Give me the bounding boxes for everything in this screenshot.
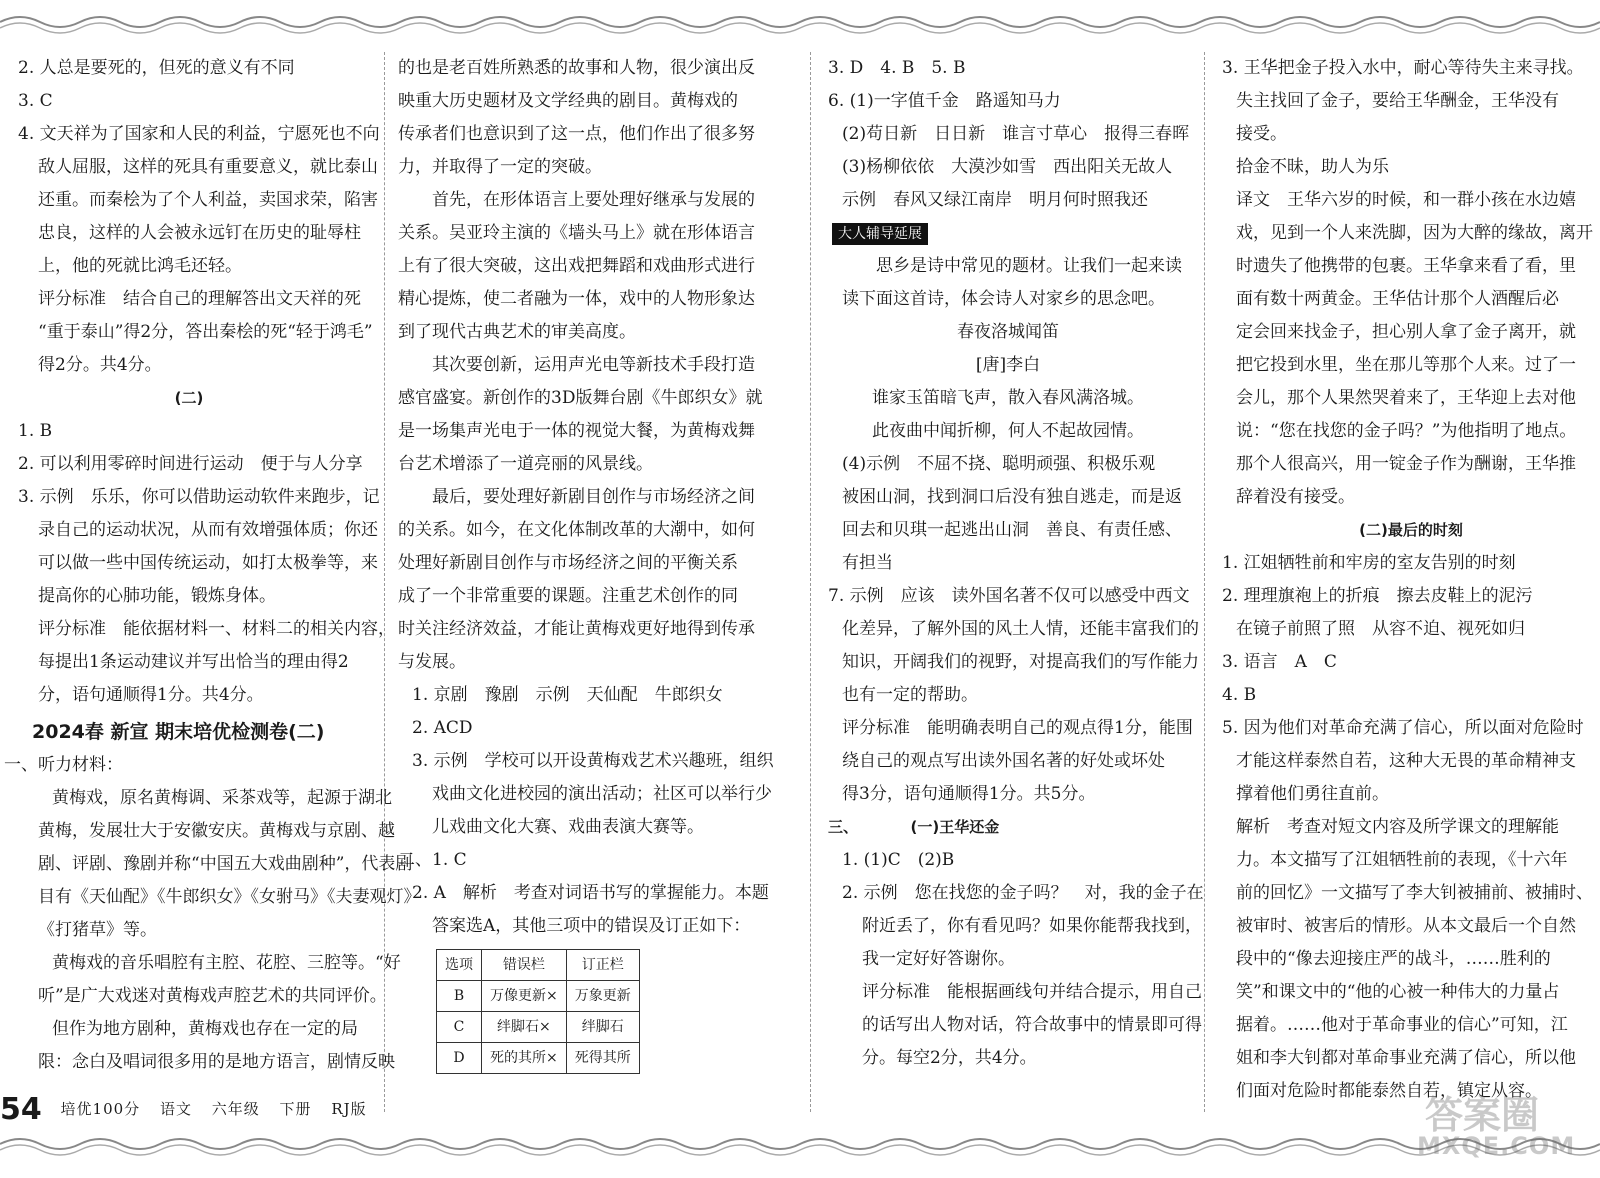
column-divider (1204, 52, 1205, 1112)
listening-line: 成了一个非常重要的课题。注重艺术创作的同 (398, 586, 738, 606)
translation-line: 戏，见到一个人来洗脚，因为大醉的缘故，离开 (1236, 223, 1593, 243)
answer-line: 忠良，这样的人会被永远钉在历史的耻辱柱 (38, 223, 361, 243)
table-cell: D (437, 1043, 482, 1074)
listening-line: 到了现代古典艺术的审美高度。 (398, 322, 636, 342)
answer-line: 6. (1)一字值千金 路遥知马力 (828, 91, 1061, 111)
listening-line: 的也是老百姓所熟悉的故事和人物，很少演出反 (398, 58, 755, 78)
scoring-line: 评分标准 能依据材料一、材料二的相关内容， (38, 619, 395, 639)
watermark-text: 答案圈 (1425, 1093, 1540, 1137)
table-row (437, 981, 640, 1012)
answer-line: 拾金不昧，助人为乐 (1236, 157, 1389, 177)
table-cell: 死得其所 (566, 1043, 639, 1074)
answer-line: 答案选A，其他三项中的错误及订正如下： (432, 916, 751, 936)
watermark-url: MXQE.COM (1417, 1132, 1576, 1160)
listening-line: 时关注经济效益，才能让黄梅戏更好地得到传承 (398, 619, 755, 639)
volume: 下册 (279, 1099, 312, 1118)
table-cell: B (437, 981, 482, 1012)
grade: 六年级 (211, 1099, 260, 1118)
analysis-line: 笑”和课文中的“他的心被一种伟大的力量占 (1236, 982, 1560, 1002)
answer-line: (2)苟日新 日日新 谁言寸草心 报得三春晖 (842, 124, 1190, 144)
translation-line: 时遗失了他携带的包裹。王华拿来看了看，里 (1236, 256, 1576, 276)
section-heading: (二)最后的时刻 (1359, 521, 1463, 539)
answer-line: 4. 文天祥为了国家和人民的利益，宁愿死也不向 (18, 124, 380, 144)
analysis-line: 前的回忆》一文描写了李大钊被捕前、被捕时、 (1236, 883, 1593, 903)
scoring-line: 评分标准 结合自己的理解答出文天祥的死 (38, 289, 361, 309)
section-heading: (二) (174, 389, 204, 407)
analysis-line: 被审时、被害后的情形。从本文最后一个自然 (1236, 916, 1576, 936)
listening-line: 精心提炼，使二者融为一体，戏中的人物形象达 (398, 289, 755, 309)
listening-line: 限：念白及唱词很多用的是地方语言，剧情反映 (38, 1052, 395, 1072)
answer-line: 3. 王华把金子投入水中，耐心等待失主来寻找。 (1222, 58, 1584, 78)
answer-line: 2. A 解析 考查对词语书写的掌握能力。本题 (412, 883, 769, 903)
table-row (437, 1012, 640, 1043)
column-1 (4, 52, 421, 1079)
listening-line: 《打猪草》等。 (38, 920, 157, 940)
poem-author: [唐]李白 (975, 355, 1041, 375)
table-header: 错误栏 (482, 950, 567, 981)
answer-line: 1. 京剧 豫剧 示例 天仙配 牛郎织女 (412, 685, 723, 705)
section-heading: 一、听力材料： (4, 755, 123, 775)
answer-line: 2. 理理旗袍上的折痕 擦去皮鞋上的泥污 (1222, 586, 1533, 606)
correction-table (436, 949, 640, 1074)
table-header-row (437, 950, 640, 981)
column-3 (828, 52, 1204, 1075)
page-number: 54 (0, 1092, 42, 1127)
answer-line: 也有一定的帮助。 (842, 685, 978, 705)
edition: RJ版 (331, 1099, 367, 1118)
listening-line: 力，并取得了一定的突破。 (398, 157, 602, 177)
scoring-line: 得2分。共4分。 (38, 355, 162, 375)
scoring-line: 评分标准 能明确表明自己的观点得1分，能围 (842, 718, 1193, 738)
translation-line: 辞着没有接受。 (1236, 487, 1355, 507)
analysis-line: 姐和李大钊都对革命事业充满了信心，所以他 (1236, 1048, 1576, 1068)
table-cell: 死的其所× (482, 1043, 567, 1074)
scoring-line: 评分标准 能根据画线句并结合提示，用自己 (862, 982, 1202, 1002)
translation-line: 把它投到水里，坐在那儿等那个人来。过了一 (1236, 355, 1576, 375)
answer-line: 还重。而秦桧为了个人利益，卖国求荣，陷害 (38, 190, 378, 210)
top-wave-border (0, 0, 1600, 40)
answer-line: 1. 江姐牺牲前和牢房的室友告别的时刻 (1222, 553, 1516, 573)
listening-line: 传承者们也意识到了这一点，他们作出了很多努 (398, 124, 755, 144)
extension-line: 读下面这首诗，体会诗人对家乡的思念吧。 (842, 289, 1165, 309)
poem-line: 谁家玉笛暗飞声，散入春风满洛城。 (872, 388, 1144, 408)
listening-line: 映重大历史题材及文学经典的剧目。黄梅戏的 (398, 91, 738, 111)
answer-line: 3. 语言 A C (1222, 652, 1337, 672)
listening-line: 最后，要处理好新剧目创作与市场经济之间 (432, 487, 755, 507)
answer-line: 3. 示例 乐乐，你可以借助运动软件来跑步，记 (18, 487, 380, 507)
answer-line: 示例 春风又绿江南岸 明月何时照我还 (842, 190, 1148, 210)
listening-line: 关系。吴亚玲主演的《墙头马上》就在形体语言 (398, 223, 755, 243)
answer-line: 撑着他们勇往直前。 (1236, 784, 1389, 804)
answer-line: 化差异，了解外国的风土人情，还能丰富我们的 (842, 619, 1199, 639)
listening-line: 处理好新剧目创作与市场经济之间的平衡关系 (398, 553, 738, 573)
scoring-line: 的话写出人物对话，符合故事中的情景即可得 (862, 1015, 1202, 1035)
section-heading: 三、 (一)王华还金 (828, 818, 1000, 836)
table-header: 订正栏 (566, 950, 639, 981)
answer-line: 录自己的运动状况，从而有效增强体质；你还 (38, 520, 378, 540)
listening-line: 其次要创新，运用声光电等新技术手段打造 (432, 355, 755, 375)
answer-line: 上，他的死就比鸿毛还轻。 (38, 256, 242, 276)
column-4 (1222, 52, 1600, 1108)
answer-line: 3. C (18, 91, 53, 111)
table-cell: 万象更新 (566, 981, 639, 1012)
column-divider (810, 52, 811, 1112)
answer-line: 4. B (1222, 685, 1257, 705)
table-row (437, 1043, 640, 1074)
extension-line: 思乡是诗中常见的题材。让我们一起来读 (876, 256, 1182, 276)
analysis-line: 们面对危险时都能泰然自若，镇定从容。 (1236, 1081, 1542, 1101)
table-cell: 绊脚石 (566, 1012, 639, 1043)
listening-line: 黄梅，发展壮大于安徽安庆。黄梅戏与京剧、越 (38, 821, 395, 841)
listening-line: 台艺术增添了一道亮丽的风景线。 (398, 454, 653, 474)
scoring-line: 分。每空2分，共4分。 (862, 1048, 1037, 1068)
answer-line: 提高你的心肺功能，锻炼身体。 (38, 586, 276, 606)
answer-line: 接受。 (1236, 124, 1287, 144)
tutoring-badge: 大人辅导延展 (832, 223, 928, 245)
answer-line: 在镜子前照了照 从容不迫、视死如归 (1236, 619, 1525, 639)
answer-line: 有担当 (842, 553, 893, 573)
listening-line: 听”是广大戏迷对黄梅戏声腔艺术的共同评价。 (38, 986, 387, 1006)
answer-line: 1. B (18, 421, 53, 441)
answer-line: 2. 示例 您在找您的金子吗？ 对，我的金子在 (842, 883, 1204, 903)
answer-line: 可以做一些中国传统运动，如打太极拳等，来 (38, 553, 378, 573)
answer-line: 7. 示例 应该 读外国名著不仅可以感受中西文 (828, 586, 1190, 606)
answer-line: 被困山洞，找到洞口后没有独自逃走，而是返 (842, 487, 1182, 507)
scoring-line: 每提出1条运动建议并写出恰当的理由得2 (38, 652, 349, 672)
poem-line: 此夜曲中闻折柳，何人不起故园情。 (872, 421, 1144, 441)
answer-line: 2. 可以利用零碎时间进行运动 便于与人分享 (18, 454, 363, 474)
listening-line: 剧、评剧、豫剧并称“中国五大戏曲剧种”，代表剧 (38, 854, 413, 874)
answer-line: 附近丢了，你有看见吗？如果你能帮我找到， (862, 916, 1202, 936)
answer-line: 3. D 4. B 5. B (828, 58, 966, 78)
listening-line: 上有了很大突破，这出戏把舞蹈和戏曲形式进行 (398, 256, 755, 276)
analysis-line: 段中的“像去迎接庄严的战斗，……胜利的 (1236, 949, 1551, 969)
table-header: 选项 (437, 950, 482, 981)
answer-line: 戏曲文化进校园的演出活动；社区可以举行少 (432, 784, 772, 804)
answer-line: 敌人屈服，这样的死具有重要意义，就比泰山 (38, 157, 378, 177)
analysis-line: 力。本文描写了江姐牺牲前的表现，《十六年 (1236, 850, 1568, 870)
listening-line: 但作为地方剧种，黄梅戏也存在一定的局 (52, 1019, 358, 1039)
answer-line: (4)示例 不屈不挠、聪明顽强、积极乐观 (842, 454, 1156, 474)
answer-line: 1. (1)C (2)B (842, 850, 955, 870)
translation-line: 那个人很高兴，用一锭金子作为酬谢，王华推 (1236, 454, 1576, 474)
listening-line: 黄梅戏的音乐唱腔有主腔、花腔、三腔等。“好 (52, 953, 401, 973)
listening-line: 感官盛宴。新创作的3D版舞台剧《牛郎织女》就 (398, 388, 763, 408)
scoring-line: 分，语句通顺得1分。共4分。 (38, 685, 264, 705)
translation-line: 译文 王华六岁的时候，和一群小孩在水边嬉 (1236, 190, 1576, 210)
book-name: 培优100分 (60, 1099, 141, 1118)
table-cell: C (437, 1012, 482, 1043)
listening-line: 黄梅戏，原名黄梅调、采茶戏等，起源于湖北 (52, 788, 392, 808)
analysis-line: 据着。……他对于革命事业的信心”可知，江 (1236, 1015, 1568, 1035)
page-footer (0, 1092, 381, 1127)
answer-line: 我一定好好答谢你。 (862, 949, 1015, 969)
watermark-logo (1405, 1082, 1595, 1172)
scoring-line: 得3分，语句通顺得1分。共5分。 (842, 784, 1096, 804)
answer-line: 2. 人总是要死的，但死的意义有不同 (18, 58, 295, 78)
listening-line: 与发展。 (398, 652, 466, 672)
analysis-line: 解析 考查对短文内容及所学课文的理解能 (1236, 817, 1559, 837)
scoring-line: 绕自己的观点写出读外国名著的好处或坏处 (842, 751, 1165, 771)
answer-line: 2. ACD (412, 718, 473, 738)
answer-line: 儿戏曲文化大赛、戏曲表演大赛等。 (432, 817, 704, 837)
table-cell: 万像更新× (482, 981, 567, 1012)
answer-line: 知识，开阔我们的视野，对提高我们的写作能力 (842, 652, 1199, 672)
column-2 (398, 52, 778, 1074)
answer-line: 二、1. C (398, 850, 467, 870)
listening-line: 是一场集声光电于一体的视觉大餐，为黄梅戏舞 (398, 421, 755, 441)
answer-line: (3)杨柳依依 大漠沙如雪 西出阳关无故人 (842, 157, 1173, 177)
scoring-line: “重于泰山”得2分，答出秦桧的死“轻于鸿毛” (38, 322, 373, 342)
answer-line: 回去和贝琪一起逃出山洞 善良、有责任感、 (842, 520, 1182, 540)
poem-title: 春夜洛城闻笛 (957, 322, 1059, 342)
listening-line: 目有《天仙配》《牛郎织女》《女驸马》《夫妻观灯》 (38, 887, 421, 907)
translation-line: 说：“您在找您的金子吗？”为他指明了地点。 (1236, 421, 1577, 441)
listening-line: 首先，在形体语言上要处理好继承与发展的 (432, 190, 755, 210)
bottom-wave-border (0, 1128, 1600, 1168)
answer-line: 失主找回了金子，要给王华酬金，王华没有 (1236, 91, 1559, 111)
translation-line: 面有数十两黄金。王华估计那个人酒醒后必 (1236, 289, 1559, 309)
table-cell: 绊脚石× (482, 1012, 567, 1043)
answer-line: 5. 因为他们对革命充满了信心，所以面对危险时 (1222, 718, 1584, 738)
subject: 语文 (159, 1099, 192, 1118)
translation-line: 定会回来找金子，担心别人拿了金子离开，就 (1236, 322, 1576, 342)
translation-line: 会儿，那个人果然哭着来了，王华迎上去对他 (1236, 388, 1576, 408)
answer-line: 才能这样泰然自若，这种大无畏的革命精神支 (1236, 751, 1576, 771)
answer-line: 3. 示例 学校可以开设黄梅戏艺术兴趣班，组织 (412, 751, 774, 771)
listening-line: 的关系。如今，在文化体制改革的大潮中，如何 (398, 520, 755, 540)
test-title: 2024春 新宣 期末培优检测卷(二) (32, 721, 325, 743)
